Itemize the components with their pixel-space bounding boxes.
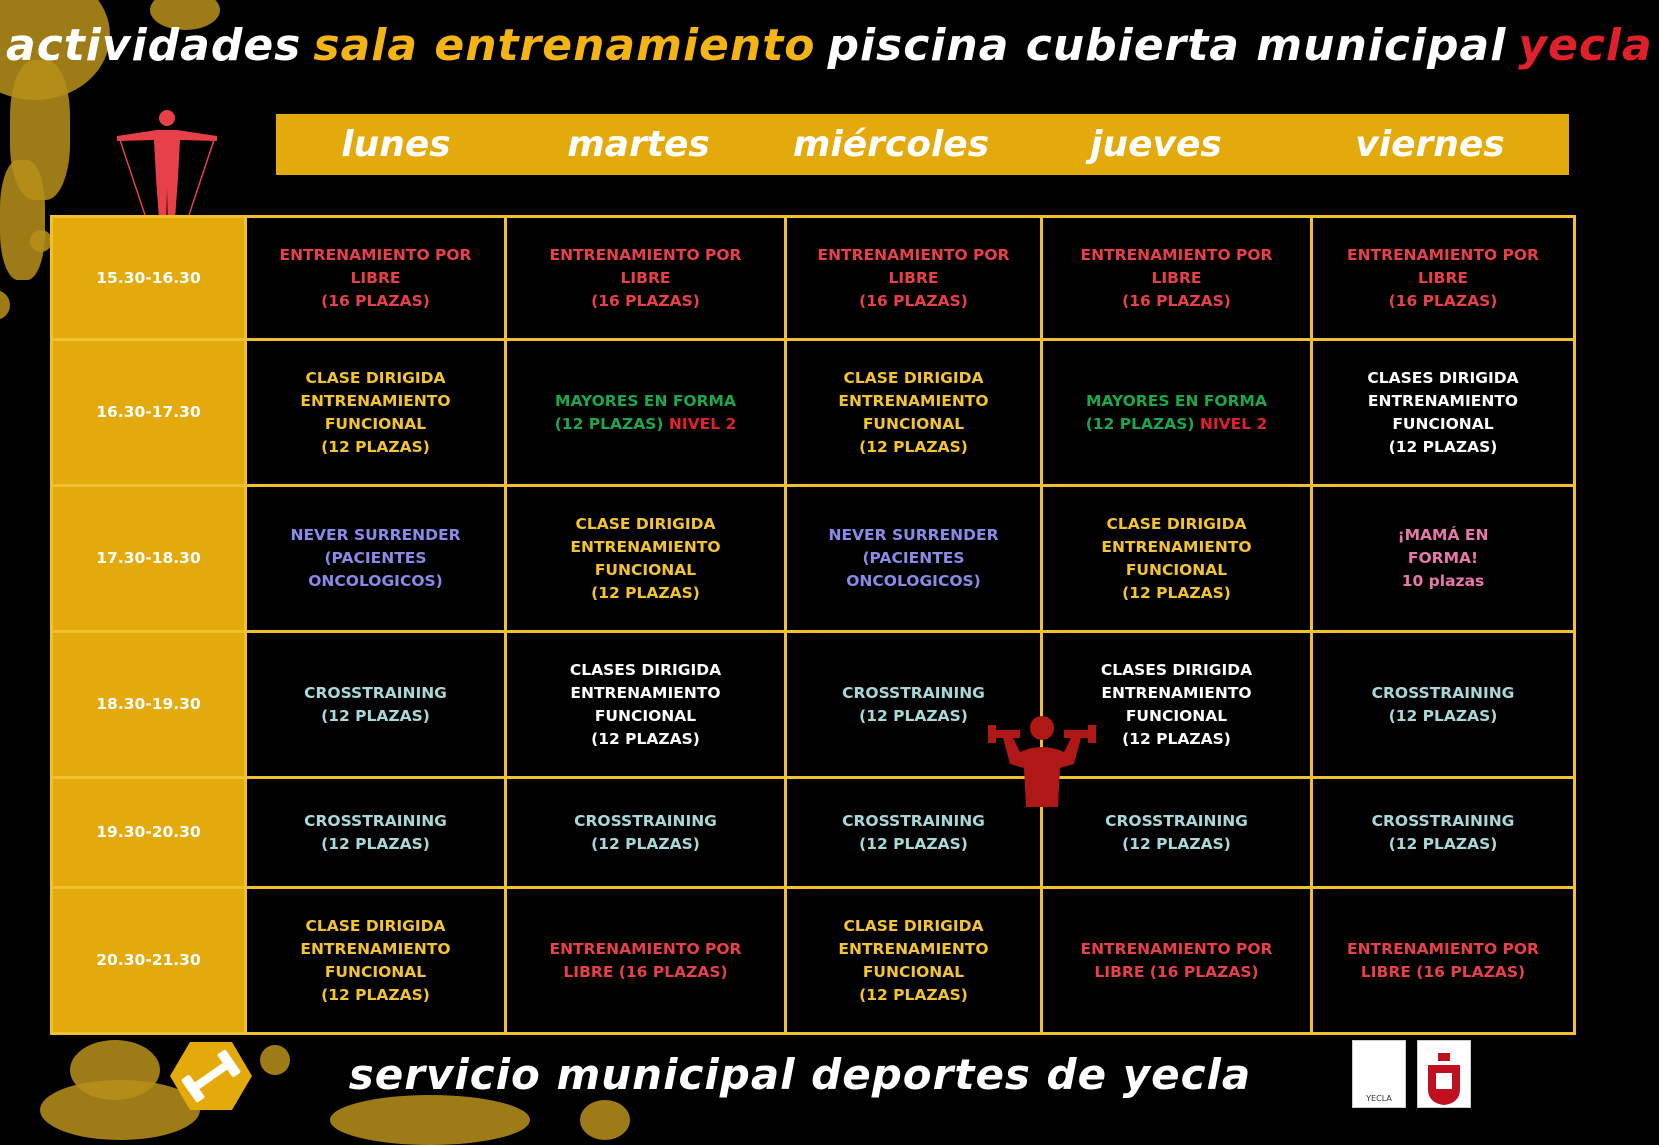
activity-text: LIBRE (16 PLAZAS) <box>563 962 728 981</box>
activity-text: (16 PLAZAS) <box>859 291 968 310</box>
yecla-deportes-logo-text: YECLA <box>1366 1094 1392 1103</box>
activity-cell <box>506 340 786 486</box>
time-slot: 18.30-19.30 <box>52 632 246 778</box>
activity-cell <box>1312 888 1575 1034</box>
footer-text: servicio municipal deportes de yecla <box>348 1050 1252 1099</box>
activity-text: (12 PLAZAS) <box>1122 583 1231 602</box>
activity-text: LIBRE <box>1418 268 1468 287</box>
activity-text: ENTRENAMIENTO <box>570 683 721 702</box>
activity-text: ENTRENAMIENTO POR <box>549 939 742 958</box>
activity-line <box>795 290 1032 313</box>
activity-line <box>1321 705 1565 728</box>
activity-cell <box>506 632 786 778</box>
activity-text: ENTRENAMIENTO POR <box>1347 939 1539 958</box>
activity-line <box>1321 810 1565 833</box>
activity-text: (12 PLAZAS) <box>321 437 430 456</box>
activity-cell <box>1042 340 1312 486</box>
activity-line <box>1051 810 1302 833</box>
day-header-martes: martes <box>567 124 710 165</box>
activity-line <box>515 413 776 436</box>
activity-text: FUNCIONAL <box>594 706 697 725</box>
yecla-deportes-logo <box>1352 1040 1406 1108</box>
activity-text: (12 PLAZAS) <box>1122 834 1231 853</box>
activity-text: NEVER SURRENDER <box>290 526 461 544</box>
activity-line <box>795 413 1032 436</box>
activity-cell <box>506 778 786 888</box>
activity-line <box>515 582 776 605</box>
activity-line <box>255 244 496 267</box>
activity-line <box>515 833 776 856</box>
activity-cell <box>246 486 506 632</box>
activity-cell <box>246 778 506 888</box>
activity-text: (12 PLAZAS) <box>1388 706 1498 725</box>
activity-text: ENTRENAMIENTO <box>1101 683 1252 702</box>
activity-text: CLASE DIRIGIDA <box>843 916 984 935</box>
activity-cell <box>246 217 506 340</box>
activity-text: ENTRENAMIENTO <box>838 391 989 410</box>
activity-line <box>515 244 776 267</box>
activity-text: (12 PLAZAS) <box>321 985 430 1004</box>
activity-line <box>255 915 496 938</box>
activity-line <box>1051 961 1302 984</box>
activity-text: LIBRE <box>350 268 401 287</box>
yecla-coat-of-arms-logo <box>1417 1040 1471 1108</box>
activity-line <box>515 659 776 682</box>
activity-line <box>1321 267 1565 290</box>
activity-text: ONCOLOGICOS) <box>846 572 981 590</box>
activity-text: ENTRENAMIENTO <box>1101 537 1252 556</box>
activity-line <box>795 833 1032 856</box>
activity-line <box>255 810 496 833</box>
activity-line <box>795 682 1032 705</box>
activity-cell <box>246 888 506 1034</box>
title-word-actividades: actividades <box>6 20 302 71</box>
activity-line <box>1051 267 1302 290</box>
activity-cell <box>786 888 1042 1034</box>
activity-line <box>515 961 776 984</box>
activity-text: ONCOLOGICOS) <box>308 572 443 590</box>
schedule-row <box>52 340 1575 486</box>
activity-cell <box>1312 632 1575 778</box>
activity-text: FUNCIONAL <box>324 414 427 433</box>
activity-text: FUNCIONAL <box>862 962 965 981</box>
activity-text: 10 plazas <box>1401 572 1485 590</box>
activity-line <box>255 436 496 459</box>
activity-line <box>255 413 496 436</box>
activity-text: FUNCIONAL <box>862 414 965 433</box>
activity-text: CLASE DIRIGIDA <box>305 916 446 935</box>
activity-line <box>515 938 776 961</box>
activity-line <box>1321 682 1565 705</box>
activity-line <box>255 570 496 593</box>
time-slot: 20.30-21.30 <box>52 888 246 1034</box>
activity-line <box>1051 513 1302 536</box>
activity-line <box>515 267 776 290</box>
title-word-sala-entrenamiento: sala entrenamiento <box>313 20 816 71</box>
activity-text: (12 PLAZAS) <box>859 834 968 853</box>
activity-text: ENTRENAMIENTO POR <box>1347 245 1539 264</box>
activity-line <box>1321 367 1565 390</box>
activity-text: CLASE DIRIGIDA <box>575 514 716 533</box>
activity-text: (16 PLAZAS) <box>591 291 700 310</box>
activity-text: (12 PLAZAS) <box>1122 729 1231 748</box>
activity-text: (PACIENTES <box>862 549 965 567</box>
activity-text: ¡MAMÁ EN <box>1397 526 1489 544</box>
activity-line <box>255 267 496 290</box>
activity-line <box>795 244 1032 267</box>
activity-line <box>1051 536 1302 559</box>
activity-cell <box>506 217 786 340</box>
activity-line <box>255 705 496 728</box>
activity-text: LIBRE <box>1151 268 1202 287</box>
activity-text: FUNCIONAL <box>324 962 427 981</box>
activity-line <box>515 536 776 559</box>
activity-text: CROSSTRAINING <box>304 683 447 702</box>
time-slot: 17.30-18.30 <box>52 486 246 632</box>
activity-line <box>1321 413 1565 436</box>
activity-cell <box>1042 888 1312 1034</box>
day-header-lunes: lunes <box>341 124 451 165</box>
activity-text: LIBRE (16 PLAZAS) <box>1094 962 1259 981</box>
activity-line <box>515 559 776 582</box>
activity-cell <box>1042 486 1312 632</box>
activity-line <box>795 547 1032 570</box>
activity-text: CROSSTRAINING <box>1371 683 1515 702</box>
activity-line <box>255 547 496 570</box>
activity-text: (16 PLAZAS) <box>1122 291 1231 310</box>
activity-line <box>515 705 776 728</box>
schedule-table <box>50 215 1576 1035</box>
activity-line <box>795 938 1032 961</box>
day-header-viernes: viernes <box>1355 124 1505 165</box>
activity-line <box>255 367 496 390</box>
activity-line <box>795 915 1032 938</box>
activity-line <box>795 570 1032 593</box>
activity-line <box>255 938 496 961</box>
activity-text: CLASES DIRIGIDA <box>1367 368 1519 387</box>
activity-cell <box>786 217 1042 340</box>
activity-text: (12 PLAZAS) <box>859 706 968 725</box>
activity-text: (16 PLAZAS) <box>1388 291 1498 310</box>
activity-text: LIBRE <box>620 268 671 287</box>
activity-text: FUNCIONAL <box>594 560 697 579</box>
activity-line <box>1051 659 1302 682</box>
activity-line <box>1321 961 1565 984</box>
activity-text: CLASE DIRIGIDA <box>843 368 984 387</box>
activity-text: ENTRENAMIENTO POR <box>817 245 1010 264</box>
title-word-piscina: piscina cubierta municipal <box>827 20 1507 71</box>
activity-line <box>515 728 776 751</box>
activity-text: (12 PLAZAS) <box>859 437 968 456</box>
activity-text: (12 PLAZAS) <box>1388 437 1498 456</box>
activity-text: (12 PLAZAS) <box>591 834 700 853</box>
activity-line <box>1051 938 1302 961</box>
activity-line <box>1321 436 1565 459</box>
activity-line <box>1051 390 1302 413</box>
time-slot: 16.30-17.30 <box>52 340 246 486</box>
coat-of-arms-icon <box>1424 1051 1464 1107</box>
activity-text: (12 PLAZAS) <box>591 583 700 602</box>
activity-line <box>515 810 776 833</box>
activity-text: FUNCIONAL <box>1125 560 1228 579</box>
activity-text: FUNCIONAL <box>1392 414 1494 433</box>
activity-text: (16 PLAZAS) <box>321 291 430 310</box>
activity-line <box>1051 833 1302 856</box>
activity-text: ENTRENAMIENTO POR <box>279 245 472 264</box>
activity-cell <box>506 888 786 1034</box>
activity-cell <box>786 340 1042 486</box>
dumbbell-woman-icon <box>982 712 1102 807</box>
time-slot: 15.30-16.30 <box>52 217 246 340</box>
activity-level: NIVEL 2 <box>668 414 737 433</box>
schedule-row <box>52 778 1575 888</box>
activity-line <box>255 390 496 413</box>
day-header-bar <box>276 114 1569 175</box>
activity-text: (12 PLAZAS) <box>321 706 430 725</box>
activity-text: FORMA! <box>1407 549 1479 567</box>
activity-cell <box>786 486 1042 632</box>
activity-line <box>1051 244 1302 267</box>
activity-text: ENTRENAMIENTO <box>570 537 721 556</box>
activity-line <box>795 267 1032 290</box>
activity-text: CLASE DIRIGIDA <box>1106 514 1247 533</box>
activity-text: ENTRENAMIENTO POR <box>1080 939 1273 958</box>
activity-text: MAYORES EN FORMA <box>1086 391 1267 410</box>
activity-line <box>1321 833 1565 856</box>
activity-line <box>795 436 1032 459</box>
activity-line <box>515 513 776 536</box>
activity-line <box>515 390 776 413</box>
activity-text: ENTRENAMIENTO <box>300 939 451 958</box>
activity-text: CROSSTRAINING <box>574 811 717 830</box>
activity-line <box>1321 547 1565 570</box>
activity-text: ENTRENAMIENTO <box>1367 391 1519 410</box>
schedule-row <box>52 888 1575 1034</box>
activity-text: (12 PLAZAS) <box>1388 834 1498 853</box>
activity-line <box>795 390 1032 413</box>
activity-line <box>795 367 1032 390</box>
activity-line <box>1321 524 1565 547</box>
activity-line <box>515 682 776 705</box>
page-title <box>0 20 1653 71</box>
activity-cell <box>1312 217 1575 340</box>
activity-line <box>1051 290 1302 313</box>
activity-text: CROSSTRAINING <box>1105 811 1248 830</box>
activity-line <box>255 833 496 856</box>
activity-line <box>1051 559 1302 582</box>
activity-text: CROSSTRAINING <box>842 811 985 830</box>
activity-level: NIVEL 2 <box>1199 414 1268 433</box>
activity-text: MAYORES EN FORMA <box>555 391 736 410</box>
activity-cell <box>1312 340 1575 486</box>
activity-text: CROSSTRAINING <box>842 683 985 702</box>
activity-line <box>255 961 496 984</box>
activity-text: CROSSTRAINING <box>1371 811 1515 830</box>
schedule-row <box>52 486 1575 632</box>
activity-line <box>795 524 1032 547</box>
activity-line <box>255 290 496 313</box>
activity-line <box>1321 244 1565 267</box>
schedule-row <box>52 217 1575 340</box>
activity-line <box>1051 682 1302 705</box>
activity-text: CLASES DIRIGIDA <box>569 660 722 679</box>
activity-line <box>1321 290 1565 313</box>
activity-text: CLASE DIRIGIDA <box>305 368 446 387</box>
activity-line <box>795 810 1032 833</box>
schedule-row <box>52 632 1575 778</box>
activity-line <box>1051 582 1302 605</box>
activity-text: NEVER SURRENDER <box>828 526 999 544</box>
activity-line <box>515 290 776 313</box>
activity-cell <box>1042 217 1312 340</box>
activity-line <box>1321 390 1565 413</box>
activity-line <box>255 524 496 547</box>
activity-cell <box>506 486 786 632</box>
activity-text: ENTRENAMIENTO POR <box>549 245 742 264</box>
activity-text: FUNCIONAL <box>1125 706 1228 725</box>
activity-line <box>1051 413 1302 436</box>
activity-text: CLASES DIRIGIDA <box>1100 660 1253 679</box>
activity-line <box>255 682 496 705</box>
activity-text: LIBRE <box>888 268 939 287</box>
activity-line <box>1321 938 1565 961</box>
activity-cell <box>246 632 506 778</box>
activity-text: ENTRENAMIENTO POR <box>1080 245 1273 264</box>
activity-cell <box>1312 778 1575 888</box>
activity-line <box>795 961 1032 984</box>
activity-cell <box>1312 486 1575 632</box>
activity-text: (12 PLAZAS) <box>1085 414 1195 433</box>
activity-text: (12 PLAZAS) <box>859 985 968 1004</box>
activity-line <box>795 984 1032 1007</box>
activity-text: (12 PLAZAS) <box>591 729 700 748</box>
day-header-miercoles: miércoles <box>792 124 990 165</box>
activity-line <box>1321 570 1565 593</box>
time-slot: 19.30-20.30 <box>52 778 246 888</box>
title-word-yecla: yecla <box>1518 20 1653 71</box>
activity-text: ENTRENAMIENTO <box>300 391 451 410</box>
activity-text: (PACIENTES <box>324 549 427 567</box>
activity-text: (12 PLAZAS) <box>321 834 430 853</box>
day-header-jueves: jueves <box>1090 124 1222 165</box>
activity-text: LIBRE (16 PLAZAS) <box>1360 962 1526 981</box>
activity-cell <box>246 340 506 486</box>
activity-text: CROSSTRAINING <box>304 811 447 830</box>
activity-text: ENTRENAMIENTO <box>838 939 989 958</box>
activity-text: (12 PLAZAS) <box>554 414 664 433</box>
activity-line <box>255 984 496 1007</box>
